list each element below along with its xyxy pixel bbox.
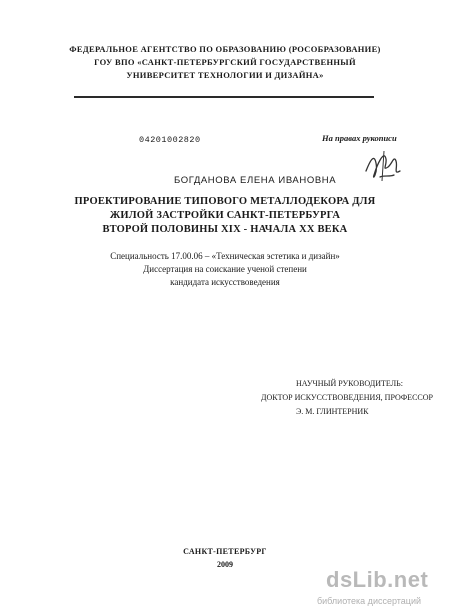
city: САНКТ-ПЕТЕРБУРГ [183,547,267,556]
agency-name: ФЕДЕРАЛЬНОЕ АГЕНТСТВО ПО ОБРАЗОВАНИЮ (РОСОБРАЗОВАНИЕ) [69,44,381,54]
watermark-tagline: библиотека диссертаций [317,596,422,606]
watermark-name: dsLib.net [326,567,429,592]
handwritten-signature [360,141,408,189]
specialty-line: Специальность 17.00.06 – «Техническая эстетика и дизайн» [110,251,340,261]
author-name: БОГДАНОВА ЕЛЕНА ИВАНОВНА [174,175,337,186]
watermark-logo [316,567,448,611]
supervisor-degree: ДОКТОР ИСКУССТВОВЕДЕНИЯ, ПРОФЕССОР [261,393,433,402]
registration-number: 04201002820 [139,135,201,145]
supervisor-name: Э. М. ГЛИНТЕРНИК [296,407,369,416]
year: 2009 [217,560,233,569]
thesis-title-line2: ЖИЛОЙ ЗАСТРОЙКИ САНКТ-ПЕТЕРБУРГА [109,210,341,221]
degree-name-line: кандидата искусствоведения [170,277,280,287]
supervisor-label: НАУЧНЫЙ РУКОВОДИТЕЛЬ: [296,379,403,388]
university-name-line2: УНИВЕРСИТЕТ ТЕХНОЛОГИИ И ДИЗАЙНА» [126,70,324,80]
degree-purpose-line: Диссертация на соискание ученой степени [143,264,307,274]
university-name-line1: ГОУ ВПО «САНКТ-ПЕТЕРБУРГСКИЙ ГОСУДАРСТВЕННЫЙ [94,57,356,67]
thesis-title-line3: ВТОРОЙ ПОЛОВИНЫ XIX - НАЧАЛА XX ВЕКА [102,224,348,235]
header-divider [74,96,374,98]
manuscript-rights-note: На правах рукописи [322,133,397,143]
thesis-title-line1: ПРОЕКТИРОВАНИЕ ТИПОВОГО МЕТАЛЛОДЕКОРА ДЛЯ [74,196,376,207]
